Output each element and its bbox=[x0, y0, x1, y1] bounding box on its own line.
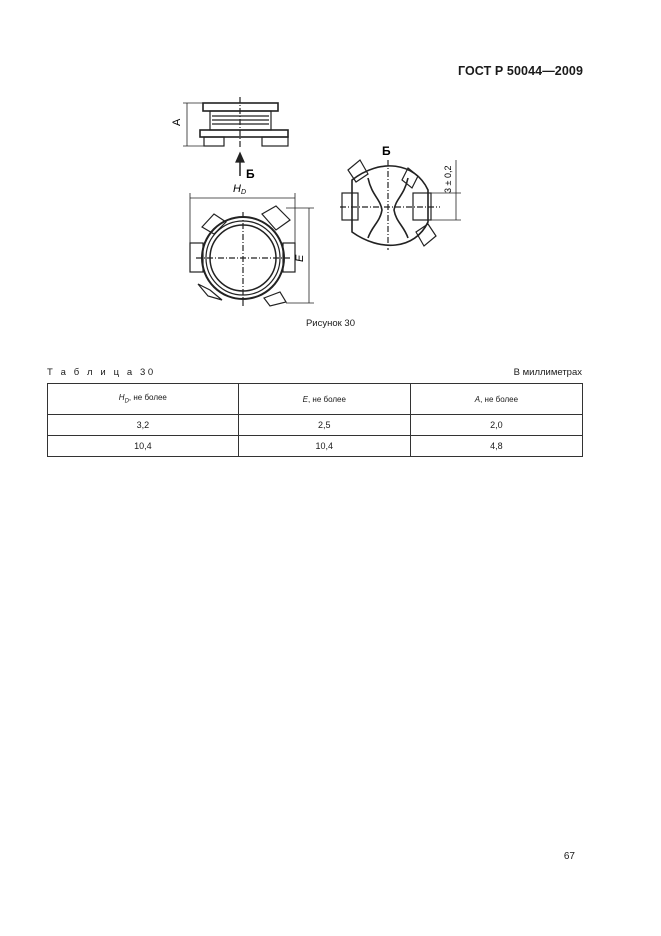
page-number: 67 bbox=[563, 851, 575, 862]
label-hd: HD bbox=[233, 183, 247, 196]
plan-view bbox=[190, 193, 314, 306]
table-cell: 10,4 bbox=[238, 436, 410, 457]
table-cell: 10,4 bbox=[48, 436, 239, 457]
side-view bbox=[183, 97, 288, 176]
table-title: Т а б л и ц а 30 bbox=[47, 367, 156, 378]
label-view-b: Б bbox=[382, 144, 391, 158]
dimensions-table bbox=[47, 383, 583, 457]
table-row bbox=[48, 436, 583, 457]
label-pitch: 3 ± 0,2 bbox=[443, 165, 453, 193]
document-code: ГОСТ Р 50044—2009 bbox=[457, 64, 583, 78]
figure-caption: Рисунок 30 bbox=[305, 318, 356, 329]
column-header-a: A, не более bbox=[410, 384, 582, 415]
table-units: В миллиметрах bbox=[513, 367, 582, 378]
table-row bbox=[48, 415, 583, 436]
column-header-hd: $H_D$, не более bbox=[48, 384, 239, 415]
table-cell: 2,5 bbox=[238, 415, 410, 436]
table-cell: 2,0 bbox=[410, 415, 582, 436]
table-cell: 4,8 bbox=[410, 436, 582, 457]
table-header-row bbox=[48, 384, 583, 415]
label-b: Б bbox=[246, 167, 255, 181]
technical-drawing bbox=[0, 0, 661, 340]
label-e: E bbox=[294, 254, 306, 262]
column-header-e: E, не более bbox=[238, 384, 410, 415]
table-cell: 3,2 bbox=[48, 415, 239, 436]
label-a: А bbox=[171, 118, 183, 126]
